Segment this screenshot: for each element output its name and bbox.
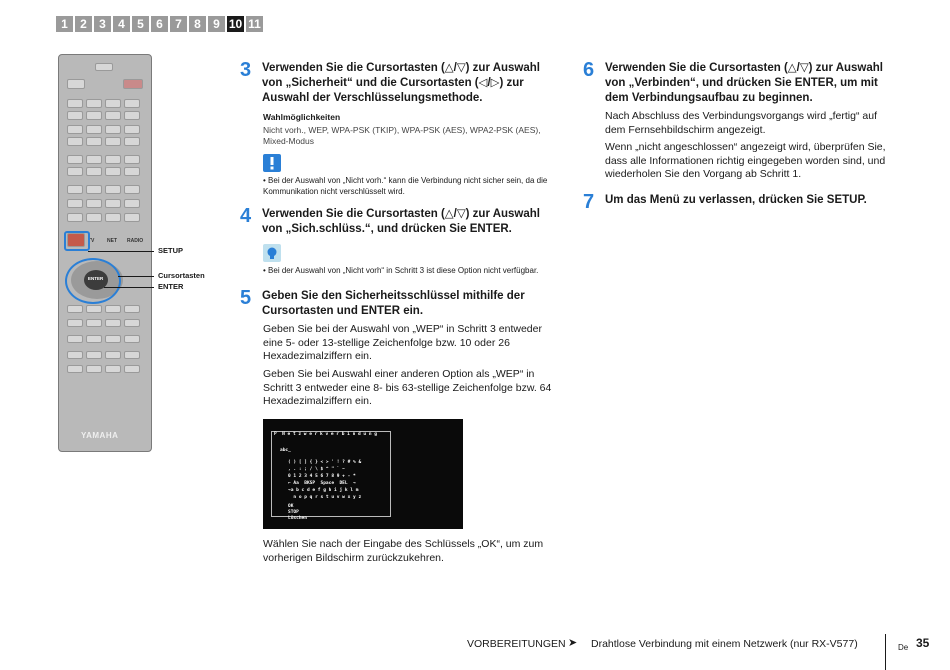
remote-button	[67, 125, 83, 134]
step-number: 3	[240, 59, 252, 81]
footer-divider	[885, 634, 886, 670]
remote-tv-label: TV	[88, 238, 95, 244]
chapter-tab[interactable]: 1	[56, 16, 73, 32]
remote-control-illustration	[58, 54, 152, 452]
options-label: Wahlmöglichkeiten	[263, 112, 341, 122]
remote-button	[105, 351, 121, 359]
remote-button	[124, 319, 140, 327]
remote-button	[124, 305, 140, 313]
remote-button	[124, 155, 140, 164]
step-title: Um das Menü zu verlassen, drücken Sie SETUP.	[605, 194, 867, 206]
remote-button	[67, 167, 83, 176]
remote-button	[67, 335, 83, 343]
cursor-callout-line	[118, 276, 154, 277]
remote-button	[86, 213, 102, 222]
remote-button	[105, 335, 121, 343]
remote-button	[124, 213, 140, 222]
step-title: Verwenden Sie die Cursortasten (△/▽) zur Auswahl von „Verbinden“, und drücken Sie ENTER, um mit dem Verbindungsaufbau zu beginnen.	[605, 62, 883, 104]
remote-button	[86, 305, 102, 313]
cursor-highlight	[65, 258, 121, 304]
chapter-tab[interactable]: 9	[208, 16, 225, 32]
remote-button	[86, 137, 102, 146]
remote-button	[105, 365, 121, 373]
remote-button	[124, 199, 140, 208]
remote-button	[67, 111, 83, 120]
setup-highlight	[64, 231, 90, 251]
footer-arrow-icon: ➤	[568, 637, 578, 649]
remote-button	[105, 99, 121, 108]
remote-button	[124, 137, 140, 146]
screen-menu-clear: Löschen	[288, 516, 307, 521]
page-number: 35	[916, 636, 930, 650]
step5-paragraph-1: Geben Sie bei der Auswahl von „WEP“ in Schritt 3 entweder eine 5- oder 13-stellige Zeichenfolge bzw. 10 oder 26 Hexadezimalziffern ein.	[263, 323, 542, 362]
remote-radio-label: RADIO	[127, 238, 144, 244]
step-title: Geben Sie den Sicherheitsschlüssel mithilfe der Cursortasten und ENTER ein.	[262, 290, 525, 317]
remote-button	[124, 125, 140, 134]
step5-paragraph-2: Geben Sie bei Auswahl einer anderen Option als „WEP“ in Schritt 3 entweder eine 8- bis 63-stellige Zeichenfolge bzw. 64 Hexadezimalziffern ein.	[263, 368, 552, 407]
remote-button	[105, 199, 121, 208]
remote-button	[86, 351, 102, 359]
remote-button	[67, 319, 83, 327]
remote-button	[105, 111, 121, 120]
chapter-tab[interactable]: 6	[151, 16, 168, 32]
screen-row: 0 1 2 3 4 5 6 7 8 9 + - *	[288, 474, 356, 479]
screen-row: ( ) [ ] { } < > ' ! ? # % &	[288, 460, 362, 465]
remote-button	[95, 63, 113, 71]
remote-power-button	[123, 79, 143, 89]
remote-button	[124, 185, 140, 194]
screen-frame	[271, 431, 391, 521]
screen-row: n o p q r s t u v w x y z	[288, 495, 362, 500]
tv-screen-illustration	[263, 419, 463, 529]
step-title: Verwenden Sie die Cursortasten (△/▽) zur Auswahl von „Sich.schlüss.“, und drücken Sie ENTER.	[262, 208, 540, 235]
step5-after-text: Wählen Sie nach der Eingabe des Schlüssels „OK“, um zum vorherigen Bildschirm zurückzukehren.	[263, 538, 544, 564]
remote-button	[86, 167, 102, 176]
remote-button	[67, 305, 83, 313]
note-text: Bei der Auswahl von „Nicht vorh.“ kann die Verbindung nicht sicher sein, da die Kommunikation nicht verschlüsselt wird.	[263, 176, 548, 196]
bullet: •	[263, 266, 269, 275]
setup-callout: SETUP	[158, 246, 184, 255]
screen-title: P N e t z w e r k v e r b i n d u n g	[274, 432, 377, 437]
note-item	[263, 175, 555, 197]
remote-button	[86, 199, 102, 208]
remote-button	[86, 155, 102, 164]
step-number: 6	[583, 59, 595, 81]
remote-button	[124, 99, 140, 108]
step-number: 4	[240, 205, 252, 227]
chapter-tab[interactable]: 5	[132, 16, 149, 32]
exclamation-icon	[263, 154, 281, 172]
remote-button	[105, 185, 121, 194]
remote-button	[67, 351, 83, 359]
footer-section: VORBEREITUNGEN	[467, 638, 566, 650]
remote-button	[67, 79, 85, 89]
remote-button	[86, 335, 102, 343]
chapter-tab[interactable]: 10	[228, 17, 243, 31]
remote-enter-label: ENTER	[88, 276, 104, 281]
remote-button	[105, 305, 121, 313]
remote-button	[86, 111, 102, 120]
remote-button	[124, 335, 140, 343]
remote-button	[105, 319, 121, 327]
remote-button	[105, 213, 121, 222]
remote-button	[105, 137, 121, 146]
remote-button	[67, 137, 83, 146]
screen-row: →a b c d e f g h i j k l m	[288, 488, 359, 493]
step6-paragraph-1: Nach Abschluss des Verbindungsvorgangs wird „fertig“ auf dem Fernsehbildschirm angezeigt.	[605, 110, 877, 136]
remote-button	[86, 99, 102, 108]
remote-button	[124, 351, 140, 359]
step6-paragraph-2: Wenn „nicht angeschlossen“ angezeigt wird, überprüfen Sie, dass alle Informationen richtig eingegeben worden sind, und wiederholen Sie den Vorgang ab Schritt 1.	[605, 141, 886, 180]
cursor-callout: Cursortasten	[158, 271, 205, 280]
remote-button	[67, 99, 83, 108]
screen-input: abc_	[280, 448, 291, 453]
remote-button	[86, 365, 102, 373]
screen-menu-stop: STOP	[288, 510, 299, 515]
chapter-tab[interactable]: 3	[94, 16, 111, 32]
lightbulb-icon	[263, 244, 281, 262]
remote-button	[124, 111, 140, 120]
screen-menu-ok: OK	[288, 504, 294, 509]
bullet: •	[263, 176, 269, 185]
remote-button	[124, 365, 140, 373]
remote-button	[67, 155, 83, 164]
step-title: Verwenden Sie die Cursortasten (△/▽) zur Auswahl von „Sicherheit“ und die Cursortasten (◁/▷) zur Auswahl der Verschlüsselungsmethode.	[262, 62, 540, 104]
remote-net-label: NET	[107, 238, 117, 244]
remote-button	[105, 125, 121, 134]
yamaha-logo: YAMAHA	[81, 431, 119, 440]
remote-button	[67, 213, 83, 222]
footer-language: De	[898, 643, 909, 652]
remote-button	[67, 185, 83, 194]
screen-row: ← Aa BKSP Space DEL →	[288, 481, 356, 486]
remote-button	[67, 365, 83, 373]
remote-button	[105, 167, 121, 176]
screen-row: , . : ; / \ $ ^ " ` ~	[288, 467, 345, 472]
tip-item	[263, 265, 558, 276]
remote-button	[86, 125, 102, 134]
chapter-tab[interactable]: 2	[75, 16, 92, 32]
remote-button	[67, 199, 83, 208]
enter-callout-line	[104, 287, 154, 288]
chapter-tab[interactable]: 8	[189, 16, 206, 32]
remote-button	[105, 155, 121, 164]
chapter-tab[interactable]: 4	[113, 16, 130, 32]
step-number: 7	[583, 191, 595, 213]
remote-button	[86, 185, 102, 194]
chapter-tab[interactable]: 11	[246, 16, 263, 32]
footer-chapter: Drahtlose Verbindung mit einem Netzwerk (nur RX-V577)	[591, 638, 858, 650]
step-number: 5	[240, 287, 252, 309]
remote-button	[86, 319, 102, 327]
options-text: Nicht vorh., WEP, WPA-PSK (TKIP), WPA-PSK (AES), WPA2-PSK (AES), Mixed-Modus	[263, 125, 541, 146]
tip-text: Bei der Auswahl von „Nicht vorh“ in Schritt 3 ist diese Option nicht verfügbar.	[268, 266, 539, 275]
chapter-tabs	[56, 16, 263, 32]
enter-callout: ENTER	[158, 282, 184, 291]
setup-callout-line	[88, 251, 154, 252]
chapter-tab[interactable]: 7	[170, 16, 187, 32]
remote-button	[124, 167, 140, 176]
